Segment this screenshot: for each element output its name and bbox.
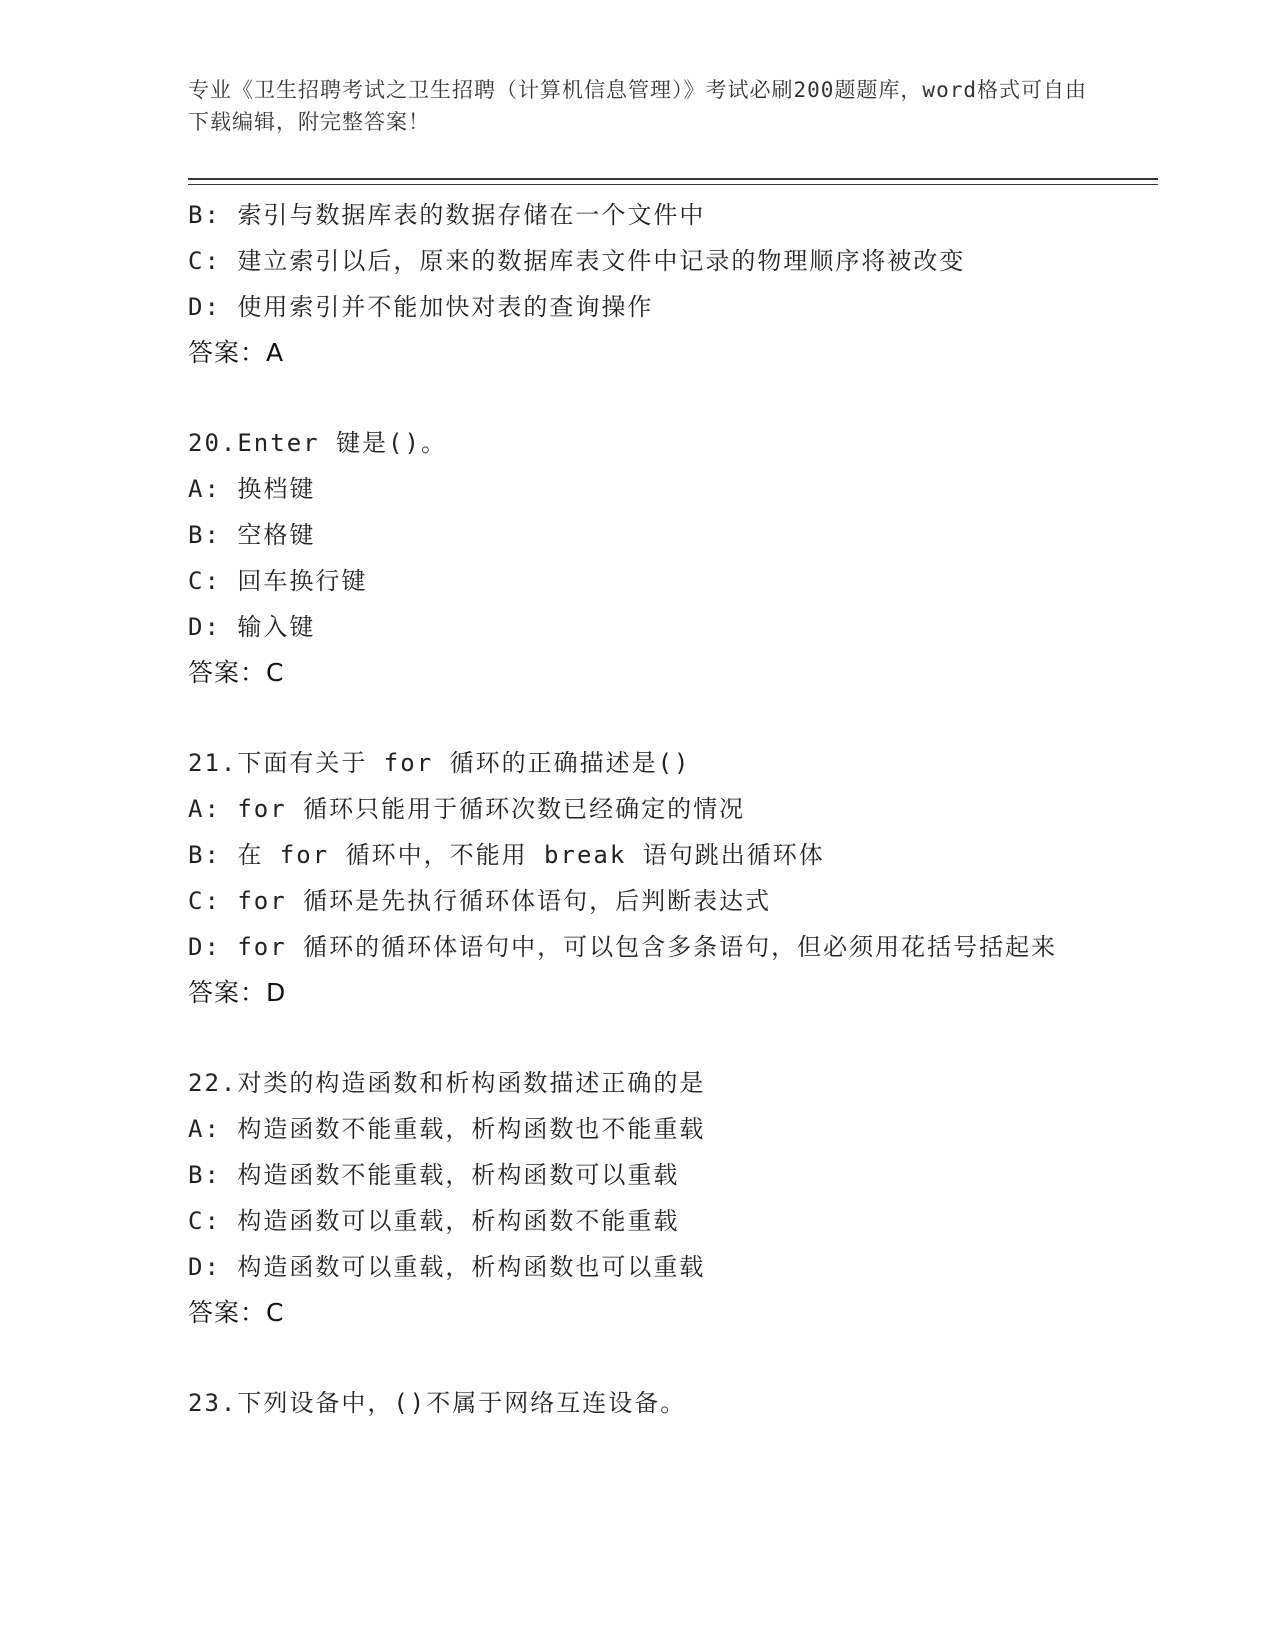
question-stem: 21.下面有关于 for 循环的正确描述是() <box>188 749 691 777</box>
option-c: C: 构造函数可以重载，析构函数不能重载 <box>188 1207 680 1235</box>
option-d: D: 输入键 <box>188 613 316 641</box>
answer-line: 答案：C <box>188 658 285 687</box>
question-stem: 23.下列设备中，()不属于网络互连设备。 <box>188 1389 687 1417</box>
option-a: A: 构造函数不能重载，析构函数也不能重载 <box>188 1115 706 1143</box>
question-22 <box>188 1060 1088 1336</box>
option-a: A: for 循环只能用于循环次数已经确定的情况 <box>188 795 746 823</box>
option-d: D: 构造函数可以重载，析构函数也可以重载 <box>188 1253 706 1281</box>
option-b: B: 构造函数不能重载，析构函数可以重载 <box>188 1161 680 1189</box>
question-stem: 20.Enter 键是()。 <box>188 429 447 457</box>
option-d: D: 使用索引并不能加快对表的查询操作 <box>188 293 654 321</box>
option-a: A: 换档键 <box>188 475 316 503</box>
option-c: C: for 循环是先执行循环体语句，后判断表达式 <box>188 887 772 915</box>
answer-line: 答案：A <box>188 338 285 367</box>
question-stem: 22.对类的构造函数和析构函数描述正确的是 <box>188 1069 706 1097</box>
option-d: D: for 循环的循环体语句中，可以包含多条语句，但必须用花括号括起来 <box>188 933 1058 961</box>
question-23 <box>188 1380 1088 1426</box>
option-b: B: 空格键 <box>188 521 316 549</box>
document-header: 专业《卫生招聘考试之卫生招聘（计算机信息管理）》考试必刷200题题库，word格式可自由下载编辑，附完整答案！ <box>188 78 1087 134</box>
option-c: C: 回车换行键 <box>188 567 368 595</box>
option-c: C: 建立索引以后，原来的数据库表文件中记录的物理顺序将被改变 <box>188 247 966 275</box>
header-divider-thick <box>188 178 1158 180</box>
question-list <box>188 192 1088 1426</box>
question-21 <box>188 740 1088 1016</box>
question-20 <box>188 420 1088 696</box>
answer-line: 答案：D <box>188 978 287 1007</box>
answer-line: 答案：C <box>188 1298 285 1327</box>
question-19-continued <box>188 192 1088 376</box>
header-divider-thin <box>188 184 1158 185</box>
option-b: B: 在 for 循环中，不能用 break 语句跳出循环体 <box>188 841 825 869</box>
option-b: B: 索引与数据库表的数据存储在一个文件中 <box>188 201 706 229</box>
